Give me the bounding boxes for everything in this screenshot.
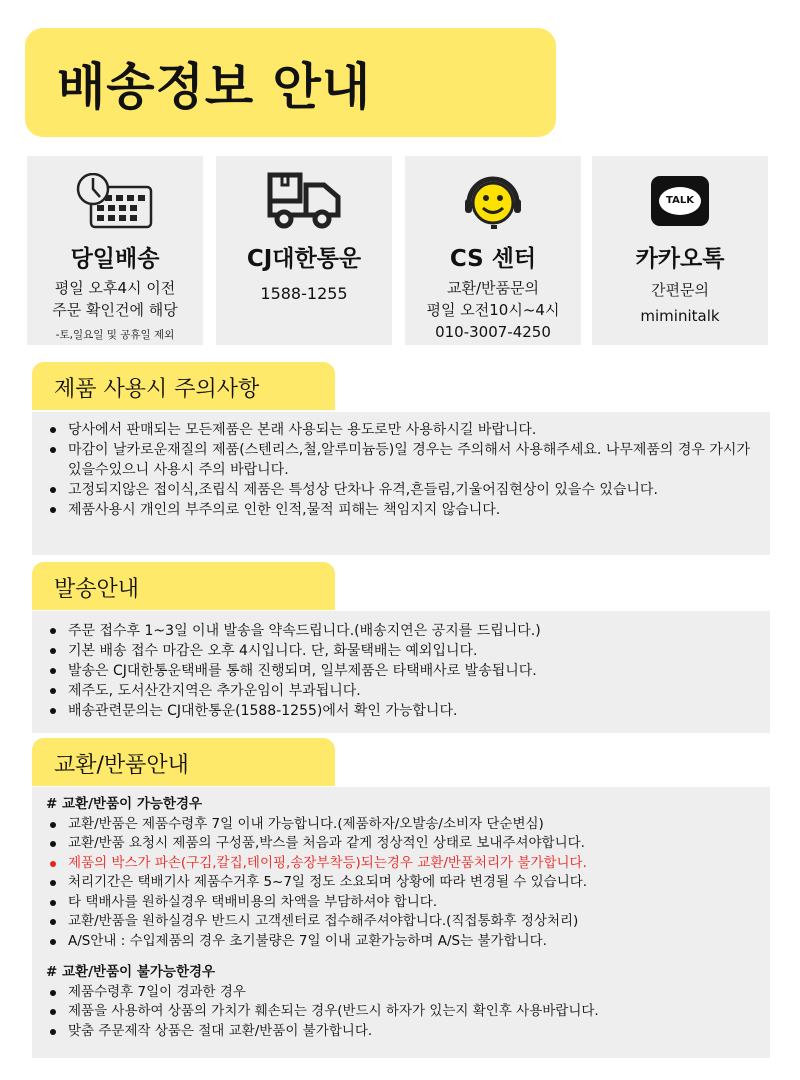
talk-label: TALK (659, 187, 701, 215)
warning-item: 제품의 박스가 파손(구김,칼집,테이핑,송장부착등)되는경우 교환/반품처리가 불가합니다. (46, 854, 760, 874)
list-item: 마감이 날카로운재질의 제품(스텐리스,철,알루미늄등)일 경우는 주의해서 사용해주세요. 나무제품의 경우 가시가 있을수있으니 사용시 주의 바랍니다. (46, 440, 760, 480)
list-item: 주문 접수후 1~3일 이내 발송을 약속드립니다.(배송지연은 공지를 드립니다.) (46, 621, 760, 641)
list-item: 제주도, 도서산간지역은 추가운임이 부과됩니다. (46, 681, 760, 701)
list-item: 제품수령후 7일이 경과한 경우 (46, 983, 760, 1003)
card-cs-center (405, 156, 581, 345)
list-item: 기본 배송 접수 마감은 오후 4시입니다. 단, 화물택배는 예외입니다. (46, 641, 760, 661)
card-line: 평일 오후4시 이전 (54, 279, 176, 297)
card-line: 주문 확인건에 해당 (52, 301, 178, 319)
list-item: 교환/반품은 제품수령후 7일 이내 가능합니다.(제품하자/오발송/소비자 단순변심) (46, 815, 760, 835)
caution-panel (32, 412, 770, 555)
card-line: 교환/반품문의 (447, 279, 539, 297)
kakao-id: miminitalk (640, 307, 720, 325)
card-line: 간편문의 (651, 281, 709, 299)
section-title-shipping: 발송안내 (32, 562, 335, 610)
shipping-panel (32, 611, 770, 733)
list-item: 발송은 CJ대한통운택배를 통해 진행되며, 일부제품은 타택배사로 발송됩니다. (46, 661, 760, 681)
courier-phone: 1588-1255 (260, 284, 348, 303)
list-item: 제품사용시 개인의 부주의로 인한 인적,물적 피해는 책임지지 않습니다. (46, 500, 760, 520)
list-item: 타 택배사를 원하실경우 택배비용의 차액을 부담하셔야 합니다. (46, 893, 760, 913)
returns-panel (32, 787, 770, 1058)
list-item: 고정되지않은 접이식,조립식 제품은 특성상 단차나 유격,흔들림,기울어짐현상이 있을수 있습니다. (46, 480, 760, 500)
card-heading: CJ대한통운 (246, 246, 362, 272)
card-heading: CS 센터 (449, 246, 537, 272)
subheading-impossible: # 교환/반품이 불가능한경우 (46, 964, 216, 980)
list-item: 제품을 사용하여 상품의 가치가 훼손되는 경우(반드시 하자가 있는지 확인후 사용바랍니다. (46, 1002, 760, 1022)
subheading-possible: # 교환/반품이 가능한경우 (46, 796, 203, 812)
page-title: 배송정보 안내 (25, 28, 556, 137)
list-item: 처리기간은 택배기사 제품수거후 5~7일 정도 소요되며 상황에 따라 변경될 수 있습니다. (46, 873, 760, 893)
card-courier (216, 156, 392, 345)
section-title-returns: 교환/반품안내 (32, 738, 335, 786)
clock-calendar-icon (27, 170, 203, 232)
card-same-day (27, 156, 203, 345)
list-item: 교환/반품을 원하실경우 반드시 고객센터로 접수해주셔야합니다.(직접통화후 정상처리) (46, 912, 760, 932)
section-title-caution: 제품 사용시 주의사항 (32, 362, 335, 410)
card-kakaotalk (592, 156, 768, 345)
card-heading: 카카오톡 (635, 246, 725, 272)
delivery-truck-icon (216, 170, 392, 232)
list-item: 맞춤 주문제작 상품은 절대 교환/반품이 불가합니다. (46, 1022, 760, 1042)
list-item: 배송관련문의는 CJ대한통운(1588-1255)에서 확인 가능합니다. (46, 701, 760, 721)
card-note: -토,일요일 및 공휴일 제외 (55, 329, 175, 341)
list-item: A/S안내 : 수입제품의 경우 초기불량은 7일 이내 교환가능하며 A/S는 불가합니다. (46, 932, 760, 952)
kakaotalk-icon (592, 170, 768, 232)
list-item: 당사에서 판매되는 모든제품은 본래 사용되는 용도로만 사용하시길 바랍니다. (46, 420, 760, 440)
card-line: 평일 오전10시~4시 (426, 301, 560, 319)
cs-phone: 010-3007-4250 (435, 323, 551, 341)
card-heading: 당일배송 (70, 246, 160, 272)
list-item: 교환/반품 요청시 제품의 구성품,박스를 처음과 같게 정상적인 상태로 보내주셔야합니다. (46, 834, 760, 854)
smiley-headset-icon (405, 170, 581, 232)
